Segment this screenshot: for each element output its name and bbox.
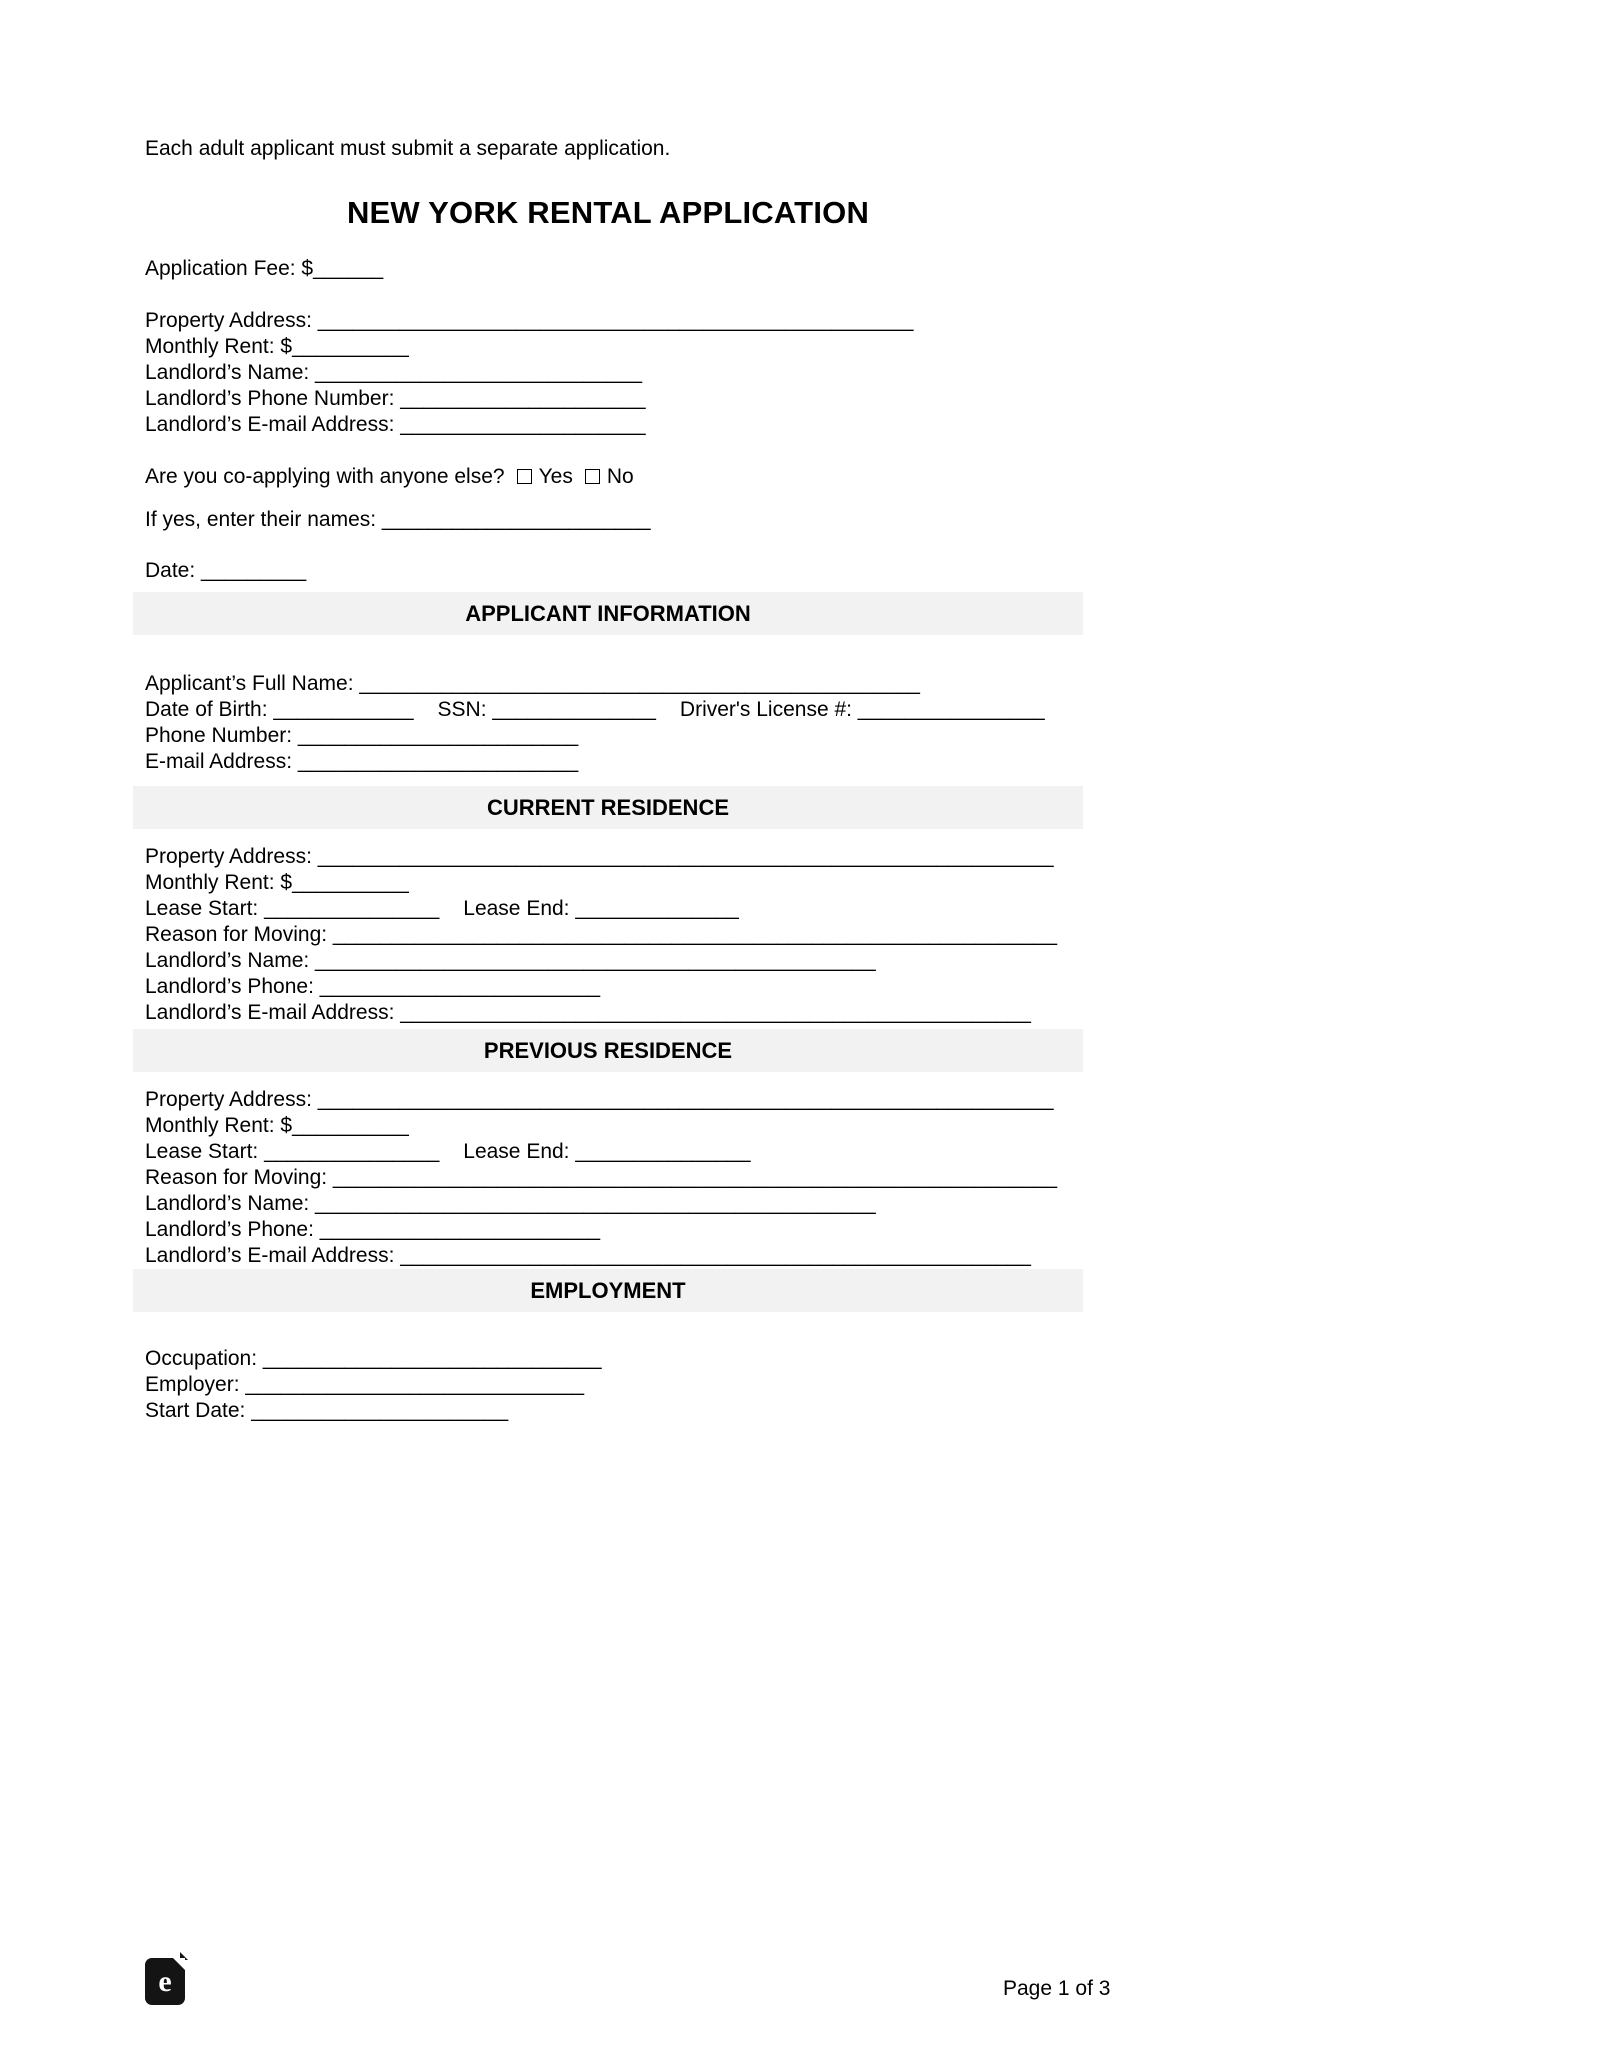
reason-for-moving-line: Reason for Moving: ______________________________________________________________ (145, 1166, 1058, 1189)
section-header-applicant-information (133, 592, 1083, 635)
monthly-rent-line: Monthly Rent: $__________ (145, 871, 409, 894)
section-header-label: APPLICANT INFORMATION (465, 601, 751, 626)
landlord-email-line: Landlord’s E-mail Address: ______________________________________________________ (145, 1244, 1031, 1267)
no-label: No (606, 465, 634, 488)
applicant-full-name-line: Applicant’s Full Name: ________________________________________________ (145, 672, 920, 695)
lease-dates-line (145, 1139, 1083, 1165)
lease-end-field: Lease End: ______________ (463, 897, 739, 920)
reason-for-moving-line: Reason for Moving: ______________________________________________________________ (145, 923, 1058, 946)
property-address-line: Property Address: ___________________________________________________ (145, 309, 914, 332)
current-residence-group (133, 844, 1083, 1026)
property-address-line: Property Address: _______________________________________________________________ (145, 845, 1054, 868)
drivers-license-field: Driver's License #: ________________ (679, 698, 1045, 721)
section-header-previous-residence (133, 1029, 1083, 1072)
lease-start-field: Lease Start: _______________ (145, 897, 440, 920)
monthly-rent-line: Monthly Rent: $__________ (145, 1114, 409, 1137)
landlord-phone-line: Landlord’s Phone: ________________________ (145, 1218, 601, 1241)
section-header-label: EMPLOYMENT (530, 1278, 686, 1303)
eforms-logo-letter: e (158, 1965, 172, 1998)
phone-number-line: Phone Number: ________________________ (145, 724, 579, 747)
landlord-email-line: Landlord’s E-mail Address: _____________________ (145, 413, 646, 436)
rental-property-group (133, 308, 1083, 438)
lease-start-field: Lease Start: _______________ (145, 1140, 440, 1163)
date-line: Date: _________ (145, 559, 307, 582)
monthly-rent-line: Monthly Rent: $__________ (145, 335, 409, 358)
no-checkbox-icon (585, 469, 600, 484)
page-title: NEW YORK RENTAL APPLICATION (346, 195, 870, 230)
section-header-employment (133, 1269, 1083, 1312)
lease-end-field: Lease End: _______________ (463, 1140, 751, 1163)
yes-checkbox-icon (517, 469, 532, 484)
start-date-line: Start Date: ______________________ (145, 1399, 509, 1422)
email-address-line: E-mail Address: ________________________ (145, 750, 579, 773)
employment-group (133, 1346, 1083, 1424)
property-address-line: Property Address: _______________________________________________________________ (145, 1088, 1054, 1111)
document-page (133, 0, 1083, 1424)
applicant-information-group (133, 671, 1083, 775)
landlord-phone-line: Landlord’s Phone: ________________________ (145, 975, 601, 998)
section-header-label: PREVIOUS RESIDENCE (483, 1038, 733, 1063)
co-applying-question: Are you co-applying with anyone else? (145, 465, 505, 488)
section-header-current-residence (133, 786, 1083, 829)
landlord-email-line: Landlord’s E-mail Address: ______________________________________________________ (145, 1001, 1031, 1024)
landlord-name-line: Landlord’s Name: ____________________________ (145, 361, 643, 384)
application-fee-line: Application Fee: $______ (145, 257, 384, 280)
date-of-birth-field: Date of Birth: ____________ (145, 698, 414, 721)
co-applying-line (145, 464, 1083, 490)
previous-residence-group (133, 1087, 1083, 1269)
landlord-phone-number-line: Landlord’s Phone Number: _____________________ (145, 387, 646, 410)
lease-dates-line (145, 896, 1083, 922)
intro-note: Each adult applicant must submit a separate application. (145, 137, 671, 160)
employer-line: Employer: _____________________________ (145, 1373, 585, 1396)
landlord-name-line: Landlord’s Name: ________________________________________________ (145, 949, 876, 972)
dob-ssn-license-line (145, 697, 1083, 723)
eforms-logo[interactable] (145, 1958, 185, 2005)
occupation-line: Occupation: _____________________________ (145, 1347, 602, 1370)
yes-label: Yes (538, 465, 573, 488)
page-number: Page 1 of 3 (1003, 1977, 1111, 2000)
section-header-label: CURRENT RESIDENCE (486, 795, 730, 820)
landlord-name-line: Landlord’s Name: ________________________________________________ (145, 1192, 876, 1215)
ssn-field: SSN: ______________ (437, 698, 656, 721)
co-applicant-names-line: If yes, enter their names: _______________________ (145, 508, 651, 531)
